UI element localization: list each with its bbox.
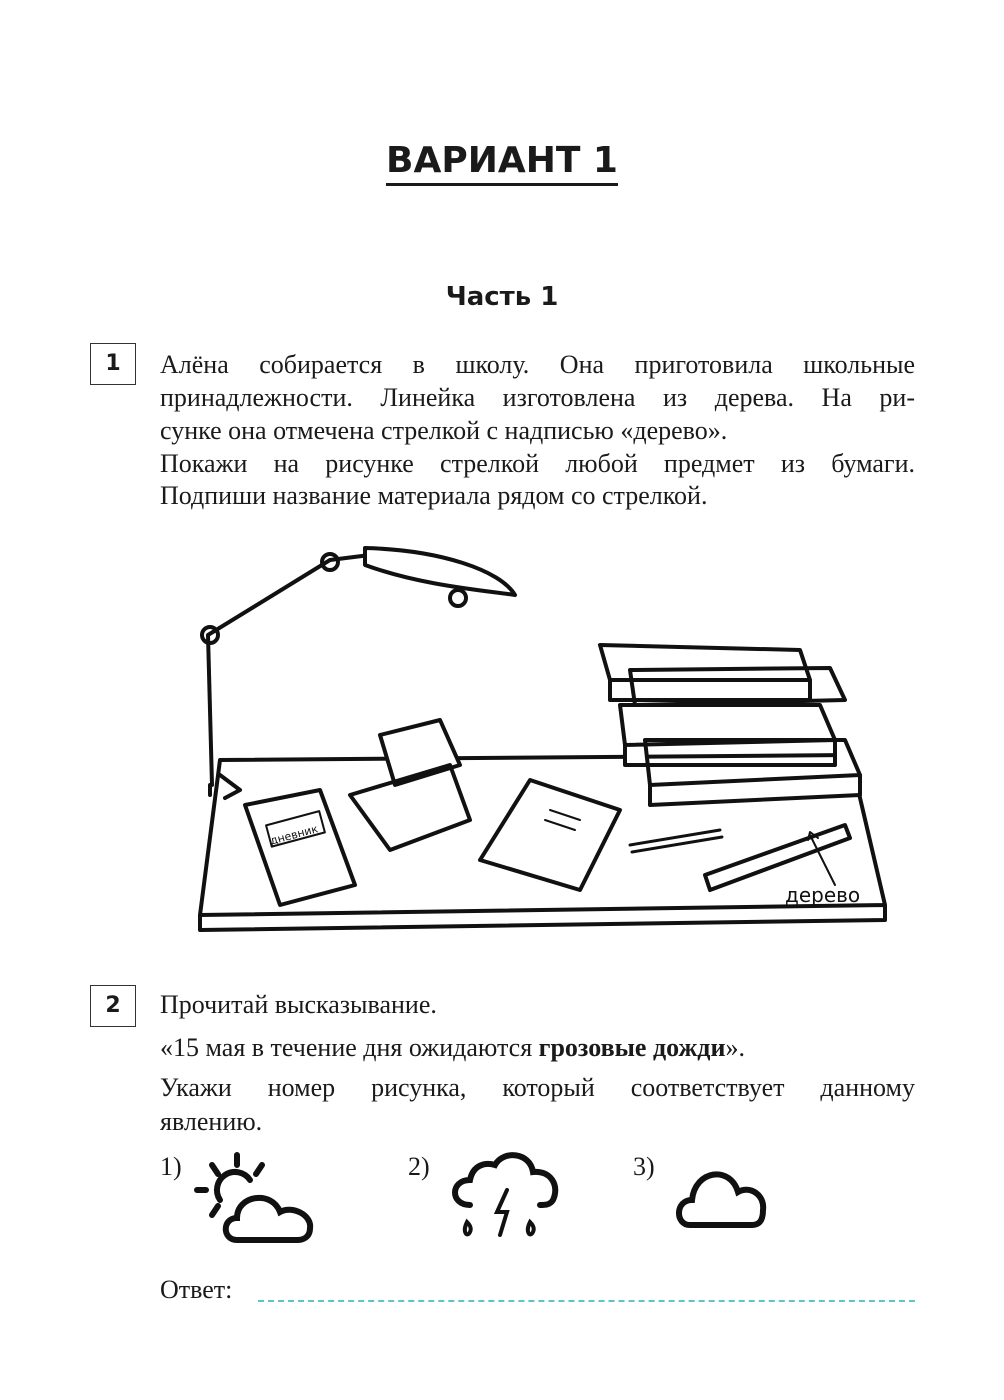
task1-line: Покажи на рисунке стрелкой любой предмет из бумаги. [160, 449, 915, 478]
task1-line: сунке она отмечена стрелкой с надписью «дерево». [160, 416, 728, 445]
cloud-icon [670, 1160, 770, 1235]
desk-illustration [180, 540, 900, 950]
option-3-label: 3) [633, 1152, 655, 1181]
task2-line: Укажи номер рисунка, который соответствует данному [160, 1073, 915, 1102]
quote-end: ». [725, 1033, 745, 1062]
option-2-label: 2) [408, 1152, 430, 1181]
task-number-1: 1 [90, 343, 136, 385]
diary-label: дневник [268, 822, 320, 848]
task2-line: Прочитай высказывание. [160, 990, 437, 1019]
sun-cloud-icon [192, 1150, 322, 1250]
part-heading: Часть 1 [445, 282, 559, 312]
option-1-label: 1) [160, 1152, 182, 1181]
title-text: ВАРИАНТ 1 [386, 140, 618, 186]
quote-text: «15 мая в течение дня ожидаются [160, 1033, 539, 1062]
task2-quote [160, 1033, 915, 1063]
thunderstorm-icon [445, 1150, 565, 1250]
answer-input-line[interactable] [258, 1300, 915, 1302]
task1-line: Подпиши название материала рядом со стрелкой. [160, 481, 708, 510]
page-title [0, 140, 1004, 181]
ruler-label: дерево [785, 883, 861, 907]
task1-line: Алёна собирается в школу. Она приготовила школьные [160, 350, 915, 379]
task2-line: явлению. [160, 1107, 263, 1136]
lamp-arm [208, 555, 370, 785]
task1-line: принадлежности. Линейка изготовлена из дерева. На ри- [160, 383, 915, 412]
answer-label: Ответ: [160, 1275, 233, 1304]
lamp-head [365, 548, 515, 595]
quote-bold: грозовые дожди [538, 1033, 726, 1062]
task-number-2: 2 [90, 985, 136, 1027]
